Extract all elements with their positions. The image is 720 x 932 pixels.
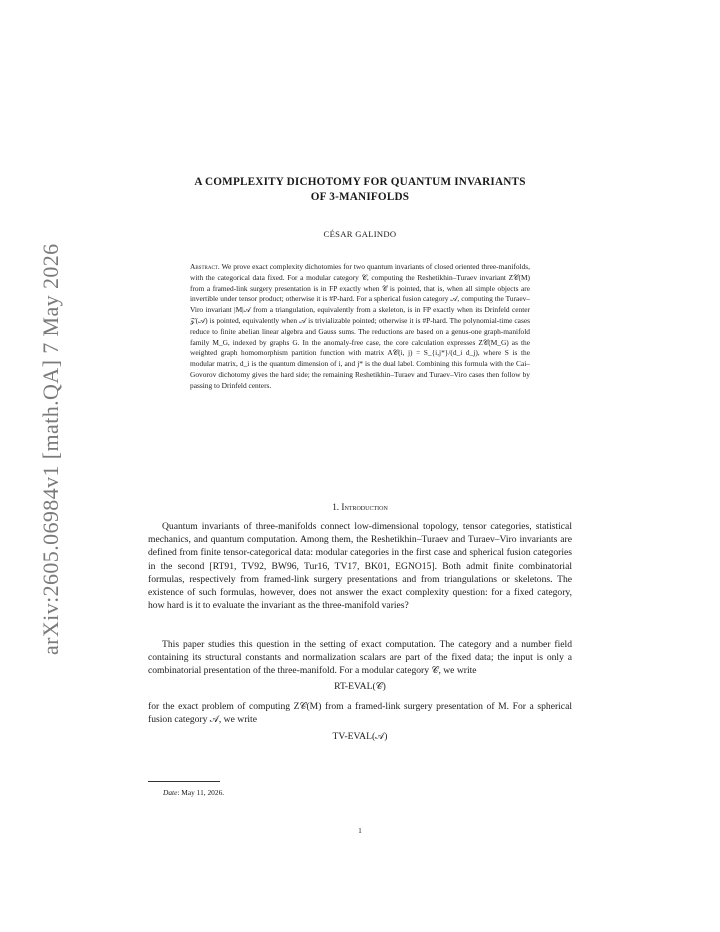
intro-paragraph-1: Quantum invariants of three-manifolds connect low-dimensional topology, tensor categories, statistical mechanics, and quantum computation. Among them, the Reshetikhin–Turaev and Turaev–Viro invariants are defined from finite tensor-categorical data: modular categories in the first case and spherical fusion categories in the second [RT91, TV92, BW96, Tur16, TV17, BK01, EGNO15]. Both admit finite combinatorial formulas, respectively from framed-link surgery presentations and from triangulations or skeletons. The existence of such formulas, however, does not answer the exact complexity question: for a fixed category, how hard is it to evaluate the invariant as the three-manifold varies? bbox=[148, 521, 572, 612]
date-footnote bbox=[163, 788, 224, 797]
intro-paragraph-3: for the exact problem of computing Z𝒞(M) from a framed-link surgery presentation of M. For a spherical fusion category 𝒜, we write bbox=[148, 701, 572, 726]
author-name: CÉSAR GALINDO bbox=[323, 229, 397, 239]
arxiv-identifier-stamp[interactable]: arXiv:2605.06984v1 [math.QA] 7 May 2026 bbox=[38, 243, 63, 655]
title-line-1: A COMPLEXITY DICHOTOMY FOR QUANTUM INVARIANTS bbox=[194, 176, 526, 188]
paper-title bbox=[148, 175, 572, 205]
section-number: 1. bbox=[332, 502, 340, 512]
title-line-2: OF 3-MANIFOLDS bbox=[310, 191, 410, 203]
abstract bbox=[190, 262, 530, 392]
abstract-text: We prove exact complexity dichotomies for two quantum invariants of closed oriented three-manifolds, with the categorical data fixed. For a modular category 𝒞, computing the Reshetikhin–Turaev invariant Z𝒞(M) from a framed-link surgery presentation is in FP exactly when 𝒞 is pointed, that is, when all simple objects are invertible under tensor product; otherwise it is #P-hard. For a spherical fusion category 𝒜, computing the Turaev–Viro invariant |M|𝒜 from a triangulation, equivalently from a skeleton, is in FP exactly when its Drinfeld center 𝒵(𝒜) is pointed, equivalently when 𝒜 is trivializable pointed; otherwise it is #P-hard. The polynomial-time cases reduce to finite abelian linear algebra and Gauss sums. The reductions are based on a genus-one graph-manifold family M_G, indexed by graphs G. In the anomaly-free case, the core calculation expresses Z𝒞(M_G) as the weighted graph homomorphism partition function with matrix A𝒞(i, j) = S_{i,j*}/(d_i d_j), where S is the modular matrix, d_i is the quantum dimension of i, and j* is the dual label. Combining this formula with the Cai–Govorov dichotomy gives the hard side; the remaining Reshetikhin–Turaev and Turaev–Viro cases then follow by passing to Drinfeld centers. bbox=[190, 262, 531, 390]
footnote-rule bbox=[148, 781, 220, 782]
intro-paragraph-2: This paper studies this question in the setting of exact computation. The category and a number field containing its structural constants and normalization scalars are part of the fixed data; the input is only a combinatorial presentation of the three-manifold. For a modular category 𝒞, we write bbox=[148, 639, 572, 677]
footnote-label: Date bbox=[163, 788, 178, 797]
display-rt-eval: RT-EVAL(𝒞) bbox=[334, 681, 386, 692]
display-tv-eval: TV-EVAL(𝒜) bbox=[332, 731, 388, 742]
abstract-label: Abstract. bbox=[190, 262, 220, 271]
section-title: Introduction bbox=[341, 502, 388, 512]
footnote-text: : May 11, 2026. bbox=[177, 788, 225, 797]
section-heading bbox=[148, 502, 572, 512]
page-number: 1 bbox=[358, 826, 362, 835]
